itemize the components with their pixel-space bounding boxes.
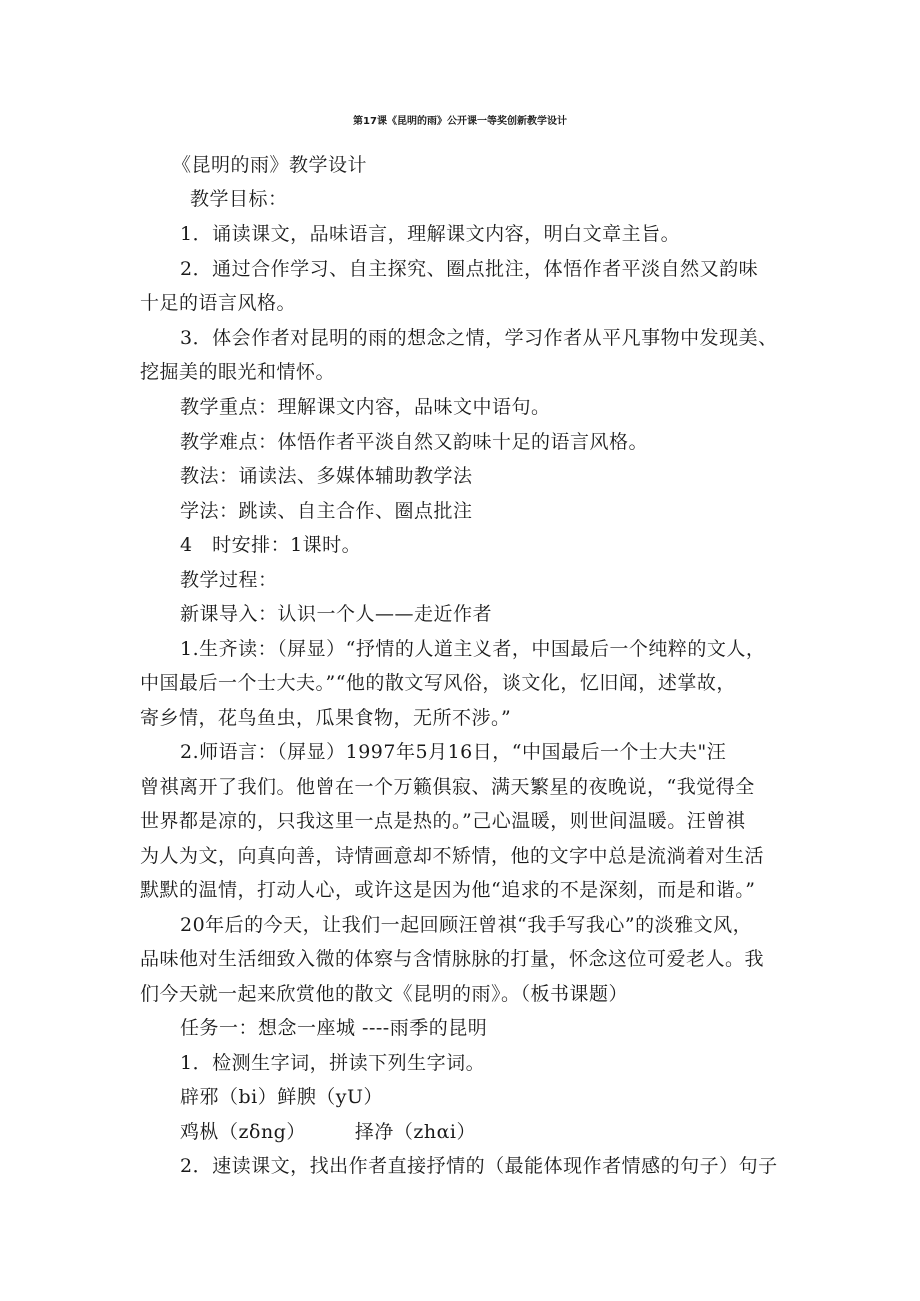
vocab-line: 鸡枞（zδng） 择净（zhαi）	[180, 1121, 477, 1143]
vocab-line: 辟邪（bi）鲜腴（yU）	[180, 1086, 383, 1108]
paragraph-line: 世界都是凉的，只我这里一点是热的。”己心温暖，则世间温暖。汪曾祺	[140, 810, 746, 832]
paragraph-line: 3．体会作者对昆明的雨的想念之情，学习作者从平凡事物中发现美、	[180, 327, 778, 349]
paragraph-line: 学法：跳读、自主合作、圈点批注	[180, 500, 473, 522]
paragraph-line: 教学难点：体悟作者平淡自然又韵味十足的语言风格。	[180, 431, 649, 453]
paragraph-line: 挖掘美的眼光和情怀。	[140, 361, 336, 383]
document-title: 第17课《昆明的雨》公开课一等奖创新教学设计	[353, 116, 567, 127]
paragraph-line: 为人为文，向真向善，诗情画意却不矫情，他的文字中总是流淌着对生活	[140, 845, 765, 867]
section-heading: 教学过程：	[180, 569, 278, 591]
paragraph-line: 1．诵读课文，品味语言，理解课文内容，明白文章主旨。	[180, 223, 681, 245]
section-heading: 教学目标：	[190, 188, 288, 210]
paragraph-line: 中国最后一个士大夫。”“他的散文写风俗，谈文化，忆旧闻，述掌故，	[140, 672, 736, 694]
paragraph-line: 曾祺离开了我们。他曾在一个万籁俱寂、满天繁星的夜晚说，“我觉得全	[140, 776, 755, 798]
paragraph-line: 1.生齐读：（屏显）“抒情的人道主义者，中国最后一个纯粹的文人，	[180, 638, 766, 660]
paragraph-line: 教法：诵读法、多媒体辅助教学法	[180, 465, 473, 487]
paragraph-line: 4 时安排：1课时。	[180, 534, 362, 556]
paragraph-line: 20年后的今天，让我们一起回顾汪曾祺“我手写我心”的淡雅文风，	[180, 914, 753, 936]
paragraph-line: 十足的语言风格。	[140, 292, 297, 314]
subtitle: 《昆明的雨》教学设计	[172, 154, 368, 176]
paragraph-line: 2.师语言：（屏显）1997年5月16日，“中国最后一个士大夫"汪	[180, 741, 727, 763]
section-heading: 任务一：想念一座城 ----雨季的昆明	[180, 1017, 488, 1039]
paragraph-line: 1．检测生字词，拼读下列生字词。	[180, 1052, 486, 1074]
paragraph-line: 品味他对生活细致入微的体察与含情脉脉的打量，怀念这位可爱老人。我	[140, 948, 765, 970]
paragraph-line: 寄乡情，花鸟鱼虫，瓜果食物，无所不涉。”	[140, 707, 512, 729]
paragraph-line: 们今天就一起来欣赏他的散文《昆明的雨》。（板书课题）	[140, 983, 629, 1005]
paragraph-line: 2．通过合作学习、自主探究、圈点批注，体悟作者平淡自然又韵味	[180, 258, 759, 280]
section-heading: 新课导入：认识一个人——走近作者	[180, 603, 493, 625]
paragraph-line: 教学重点：理解课文内容，品味文中语句。	[180, 396, 551, 418]
paragraph-line: 默默的温情，打动人心，或许这是因为他“追求的不是深刻，而是和谐。”	[140, 879, 756, 901]
paragraph-line: 2．速读课文，找出作者直接抒情的（最能体现作者情感的句子）句子	[180, 1155, 778, 1177]
